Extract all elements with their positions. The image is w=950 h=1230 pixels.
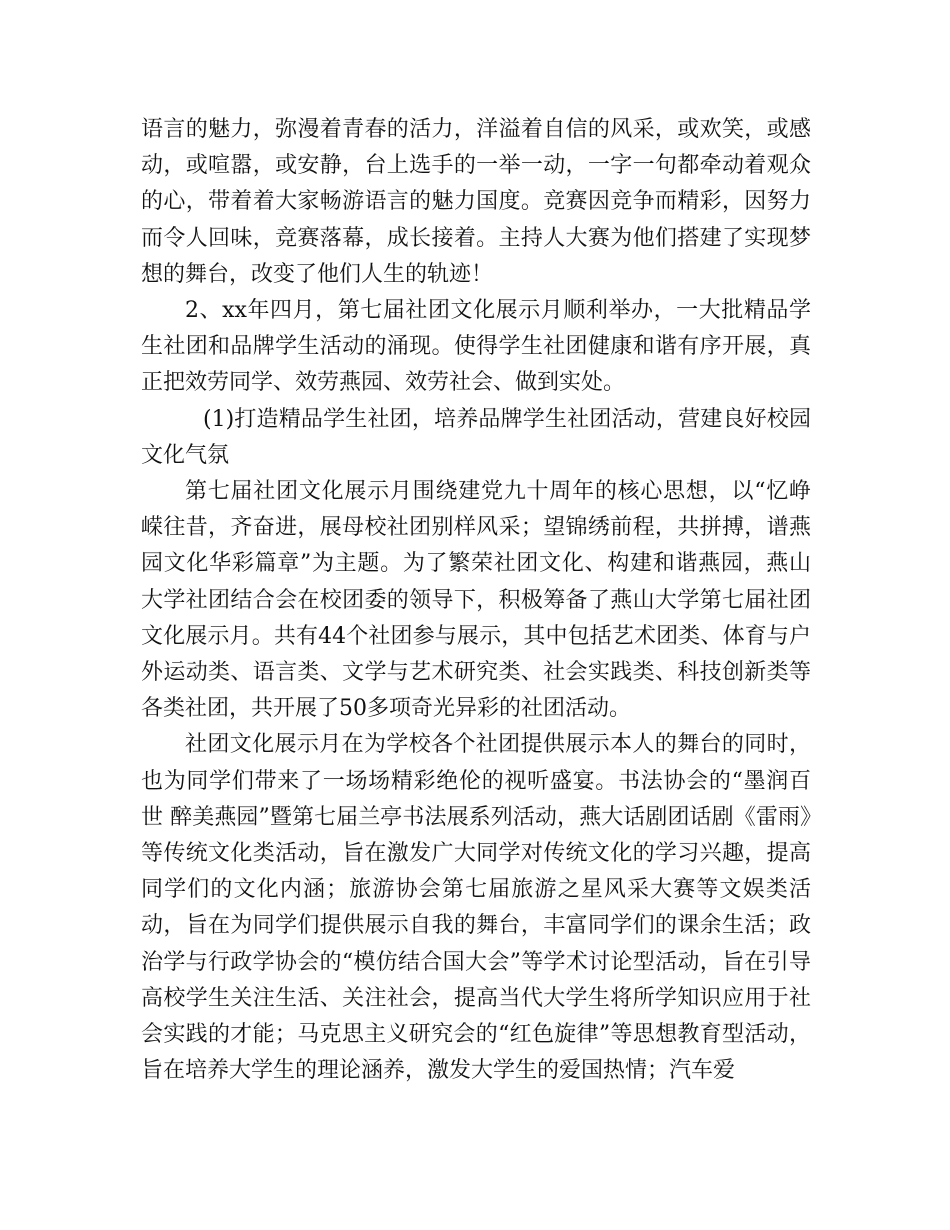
paragraph-1: 语言的魅力，弥漫着青春的活力，洋溢着自信的风采，或欢笑，或感动，或喧嚣，或安静，台上选手的一举一动，一字一句都牵动着观众的心，带着着大家畅游语言的魅力国度。竞赛因竞争而精彩，因努力而令人回味，竞赛落幕，成长接着。主持人大赛为他们搭建了实现梦想的舞台，改变了他们人生的轨迹！ [141, 117, 811, 287]
paragraph-4: 第七届社团文化展示月围绕建党九十周年的核心思想，以“忆峥嵘往昔，齐奋进，展母校社团别样风采；望锦绣前程，共拼搏，谱燕园文化华彩篇章”为主题。为了繁荣社团文化、构建和谐燕园，燕山大学社团结合会在校团委的领导下，积极筹备了燕山大学第七届社团文化展示月。共有44个社团参与展示，其中包括艺术团类、体育与户外运动类、语言类、文学与艺术研究类、社会实践类、科技创新类等各类社团，共开展了50多项奇光异彩的社团活动。 [141, 479, 811, 722]
document-body [141, 112, 811, 1089]
paragraph-5: 社团文化展示月在为学校各个社团提供展示本人的舞台的同时，也为同学们带来了一场场精彩绝伦的视听盛宴。书法协会的“墨润百世 醉美燕园”暨第七届兰亭书法展系列活动，燕大话剧团话剧《雷雨》等传统文化类活动，旨在激发广大同学对传统文化的学习兴趣，提高同学们的文化内涵；旅游协会第七届旅游之星风采大赛等文娱类活动，旨在为同学们提供展示自我的舞台，丰富同学们的课余生活；政治学与行政学协会的“模仿结合国大会”等学术讨论型活动，旨在引导高校学生关注生活、关注社会，提高当代大学生将所学知识应用于社会实践的才能；马克思主义研究会的“红色旋律”等思想教育型活动，旨在培养大学生的理论涵养，激发大学生的爱国热情；汽车爱 [141, 732, 811, 1084]
paragraph-3-subheading: (1)打造精品学生社团，培养品牌学生社团活动，营建良好校园文化气氛 [141, 406, 811, 468]
paragraph-2: 2、xx年四月，第七届社团文化展示月顺利举办，一大批精品学生社团和品牌学生活动的涌现。使得学生社团健康和谐有序开展，真正把效劳同学、效劳燕园、效劳社会、做到实处。 [141, 298, 811, 396]
